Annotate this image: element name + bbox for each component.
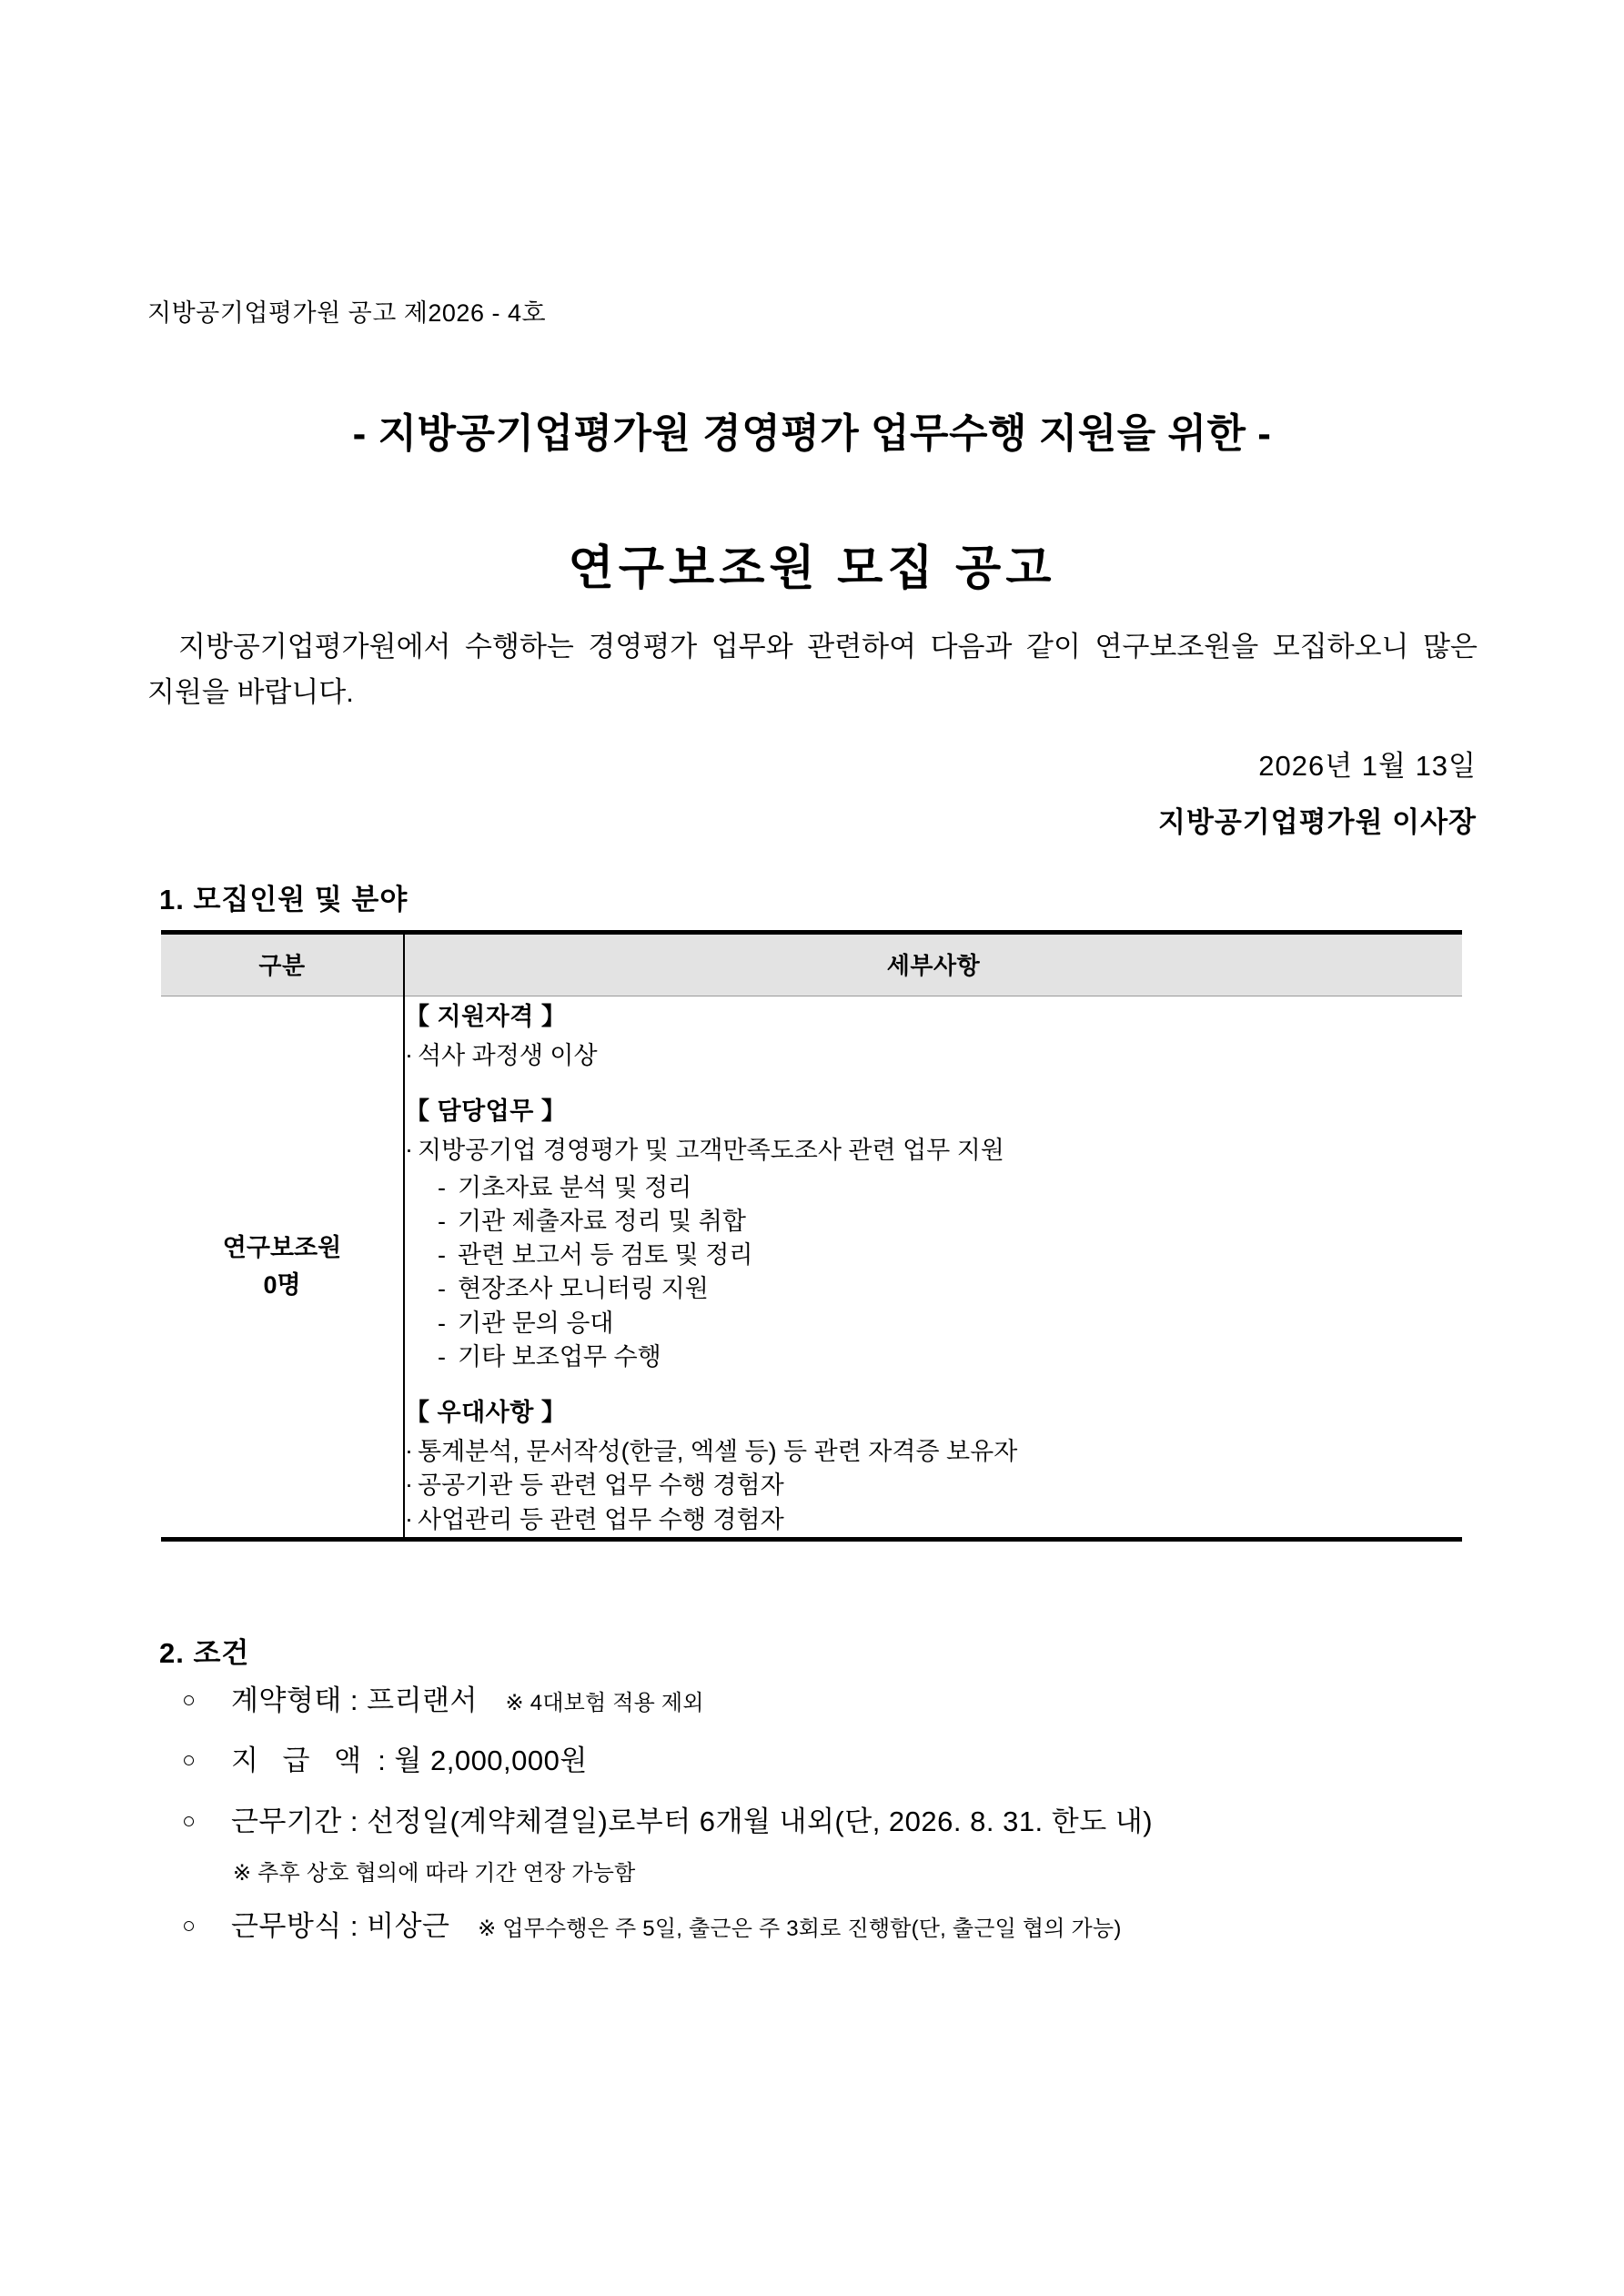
group-item: · 통계분석, 문서작성(한글, 엑셀 등) 등 관련 자격증 보유자 bbox=[405, 1435, 1462, 1469]
duty-subitem: - 기관 문의 응대 bbox=[405, 1307, 1462, 1340]
circle-bullet-icon: ○ bbox=[182, 1912, 197, 1938]
circle-bullet-icon: ○ bbox=[182, 1687, 197, 1713]
recruitment-table bbox=[161, 930, 1462, 1542]
unit-count: 0명 bbox=[263, 1270, 301, 1299]
detail-group-preferences bbox=[405, 1392, 1462, 1537]
cell-category bbox=[161, 996, 404, 1540]
duty-subitem: - 기초자료 분석 및 정리 bbox=[405, 1171, 1462, 1205]
condition-label: 지 급 액 : 월 2,000,000원 bbox=[231, 1745, 588, 1777]
group-item: · 지방공기업 경영평가 및 고객만족도조사 관련 업무 지원 bbox=[405, 1134, 1462, 1168]
detail-group-qualification bbox=[405, 996, 1462, 1073]
signature-block bbox=[1158, 743, 1477, 840]
unit-label: 연구보조원 bbox=[222, 1234, 342, 1262]
condition-note: ※ 4대보험 적용 제외 bbox=[505, 1691, 704, 1715]
document-subtitle: - 지방공기업평가원 경영평가 업무수행 지원을 위한 - bbox=[352, 411, 1272, 456]
group-title: 【 지원자격 】 bbox=[405, 1003, 567, 1030]
column-header-details: 세부사항 bbox=[404, 933, 1462, 996]
condition-label: 계약형태 : 프리랜서 bbox=[231, 1684, 478, 1716]
condition-item-work-period bbox=[178, 1804, 1470, 1840]
column-header-category: 구분 bbox=[161, 933, 404, 996]
duty-subitem: - 현장조사 모니터링 지원 bbox=[405, 1272, 1462, 1306]
condition-label: 근무기간 : 선정일(계약체결일)로부터 6개월 내외(단, 2026. 8. 31. 한도 내) bbox=[231, 1805, 1154, 1837]
duty-subitem: - 관련 보고서 등 검토 및 정리 bbox=[405, 1239, 1462, 1272]
issuing-organization: 지방공기업평가원 이사장 bbox=[1157, 806, 1477, 838]
condition-label: 근무방식 : 비상근 bbox=[231, 1909, 450, 1942]
circle-bullet-icon: ○ bbox=[182, 1747, 197, 1774]
intro-paragraph: 지방공기업평가원에서 수행하는 경영평가 업무와 관련하여 다음과 같이 연구보조원을 모집하오니 많은 지원을 바랍니다. bbox=[147, 631, 1478, 709]
condition-subnote: ※ 추후 상호 협의에 따라 기간 연장 가능함 bbox=[233, 1860, 636, 1886]
group-title: 【 담당업무 】 bbox=[405, 1097, 567, 1126]
group-title: 【 우대사항 】 bbox=[405, 1399, 567, 1426]
table-header-row bbox=[161, 933, 1462, 996]
table-row bbox=[161, 996, 1462, 1540]
circle-bullet-icon: ○ bbox=[182, 1807, 197, 1834]
document-number: 지방공기업평가원 공고 제2026 - 4호 bbox=[147, 299, 547, 327]
condition-item-payment bbox=[178, 1743, 1470, 1779]
duty-subitem: - 기타 보조업무 수행 bbox=[405, 1340, 1462, 1374]
group-item: · 공공기관 등 관련 업무 수행 경험자 bbox=[405, 1469, 1462, 1502]
condition-item-work-mode bbox=[178, 1908, 1470, 1945]
section-1-heading: 1. 모집인원 및 분야 bbox=[159, 884, 409, 915]
group-item: · 사업관리 등 관련 업무 수행 경험자 bbox=[405, 1503, 1462, 1537]
condition-note: ※ 업무수행은 주 5일, 출근은 주 3회로 진행함(단, 출근일 협의 가능) bbox=[478, 1916, 1122, 1941]
group-item: · 석사 과정생 이상 bbox=[405, 1039, 1462, 1073]
cell-details bbox=[404, 996, 1462, 1540]
issue-date: 2026년 1월 13일 bbox=[1258, 750, 1477, 782]
condition-item-contract-type bbox=[178, 1683, 1470, 1719]
recruitment-table-wrapper bbox=[161, 930, 1462, 1542]
duty-sublist bbox=[405, 1171, 1462, 1375]
detail-group-duties bbox=[405, 1091, 1462, 1374]
conditions-list bbox=[178, 1683, 1470, 1968]
page-title: 연구보조원 모집 공고 bbox=[568, 541, 1056, 595]
duty-subitem: - 기관 제출자료 정리 및 취합 bbox=[405, 1205, 1462, 1239]
section-2-heading: 2. 조건 bbox=[159, 1637, 250, 1669]
